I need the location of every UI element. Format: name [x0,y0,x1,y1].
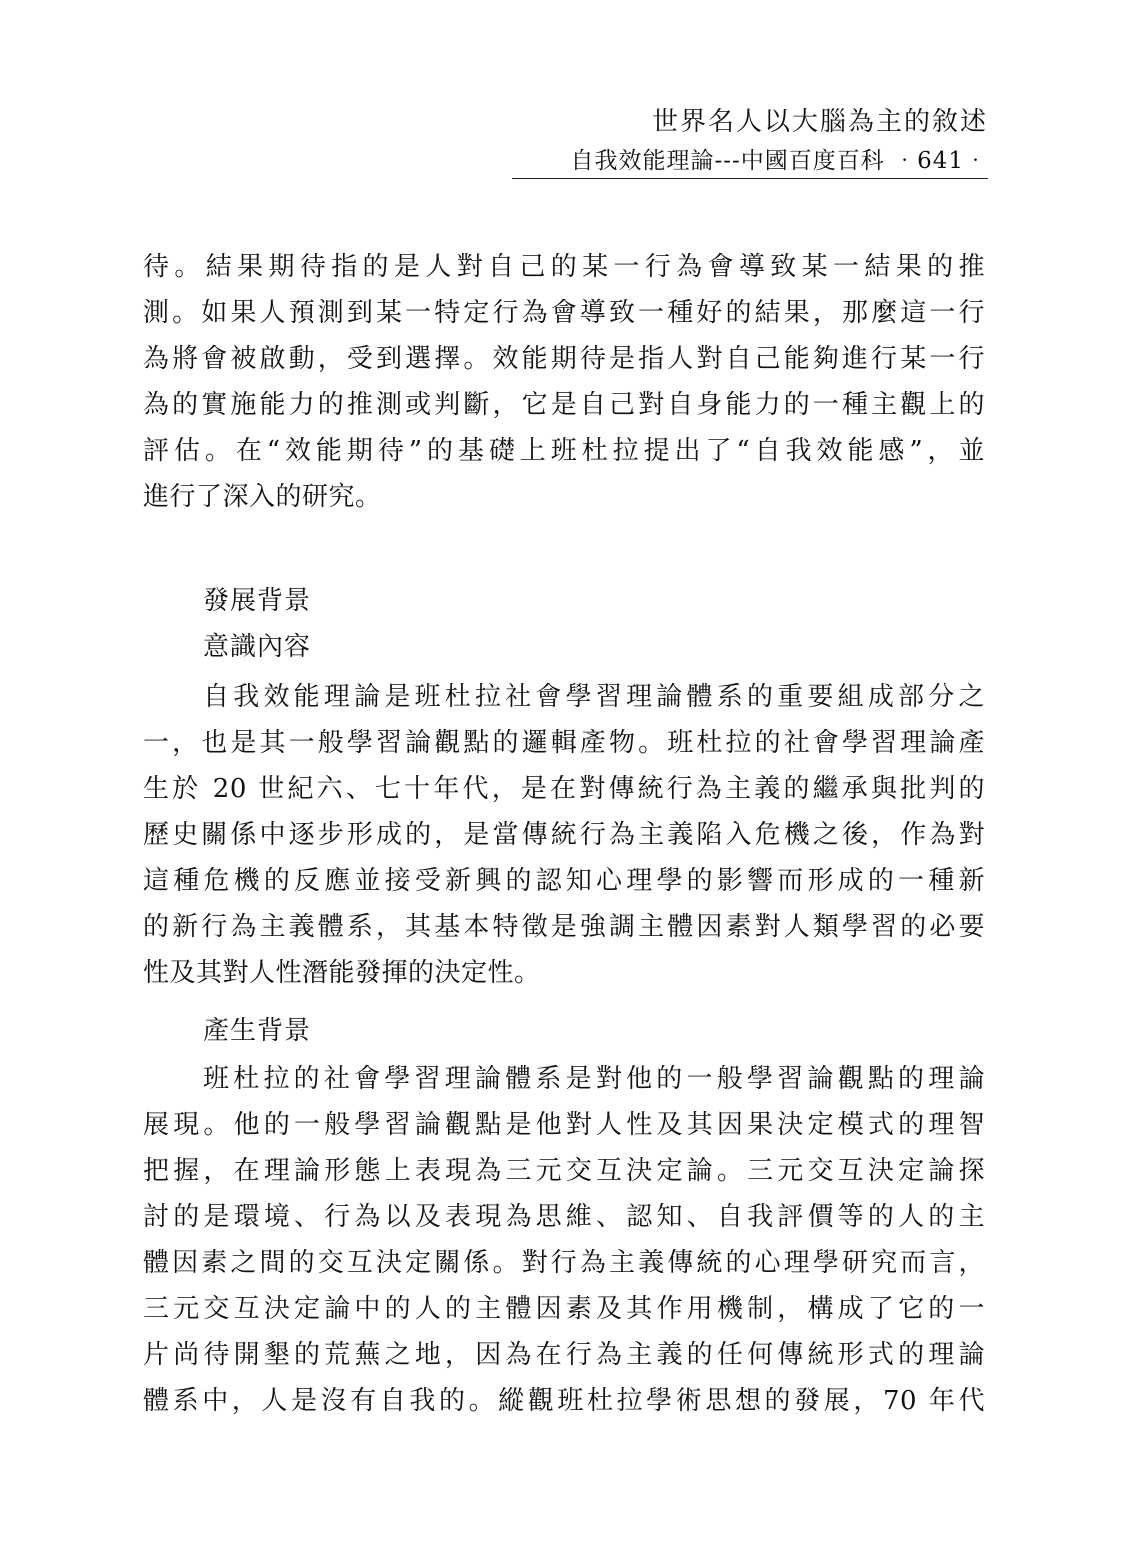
text-line: 自我效能理論是班杜拉社會學習理論體系的重要組成部分之 [203,682,985,712]
section-heading-block [143,1008,985,1054]
text-line: 待。結果期待指的是人對自己的某一行為會導致某一結果的推 [143,252,985,282]
header-title: 世界名人以大腦為主的敘述 [651,107,988,137]
paragraph-intro [143,244,985,520]
header-rule [512,178,988,179]
paragraph-background [143,1056,985,1424]
text-line: 生於 20 世紀六、七十年代，是在對傳統行為主義的繼承與批判的 [143,774,985,804]
text-line: 一，也是其一般學習論觀點的邏輯產物。班杜拉的社會學習理論產 [143,728,985,758]
text-line: 展現。他的一般學習論觀點是他對人性及其因果決定模式的理智 [143,1110,985,1140]
paragraph-consciousness [143,674,985,996]
section-headings [143,578,985,670]
running-header [512,100,988,178]
text-line: 把握，在理論形態上表現為三元交互決定論。三元交互決定論探 [143,1156,985,1186]
text-line: 體系中，人是沒有自我的。縱觀班杜拉學術思想的發展，70 年代 [143,1386,985,1416]
text-line: 為將會被啟動，受到選擇。效能期待是指人對自己能夠進行某一行 [143,344,985,374]
text-line: 的新行為主義體系，其基本特徵是強調主體因素對人類學習的必要 [143,912,985,942]
text-line: 歷史關係中逐步形成的，是當傳統行為主義陷入危機之後，作為對 [143,820,985,850]
text-line: 片尚待開墾的荒蕪之地，因為在行為主義的任何傳統形式的理論 [143,1340,985,1370]
text-line: 為的實施能力的推測或判斷，它是自己對自身能力的一種主觀上的 [143,390,985,420]
text-line: 這種危機的反應並接受新興的認知心理學的影響而形成的一種新 [143,866,985,896]
text-line: 性及其對人性潛能發揮的決定性。 [143,958,541,988]
section-heading: 意識內容 [203,632,312,662]
text-line: 測。如果人預測到某一特定行為會導致一種好的結果，那麼這一行 [143,298,985,328]
text-line: 評估。在“效能期待”的基礎上班杜拉提出了“自我效能感”，並 [143,436,985,466]
section-heading: 發展背景 [203,586,312,616]
section-heading: 產生背景 [203,1016,312,1046]
text-line: 班杜拉的社會學習理論體系是對他的一般學習論觀點的理論 [203,1064,985,1094]
header-subtitle-page-number: 自我效能理論---中國百度百科 ‧641‧ [570,148,988,174]
text-line: 進行了深入的研究。 [143,482,382,512]
text-line: 討的是環境、行為以及表現為思維、認知、自我評價等的人的主 [143,1202,985,1232]
text-line: 三元交互決定論中的人的主體因素及其作用機制，構成了它的一 [143,1294,985,1324]
text-line: 體因素之間的交互決定關係。對行為主義傳統的心理學研究而言， [143,1248,985,1278]
